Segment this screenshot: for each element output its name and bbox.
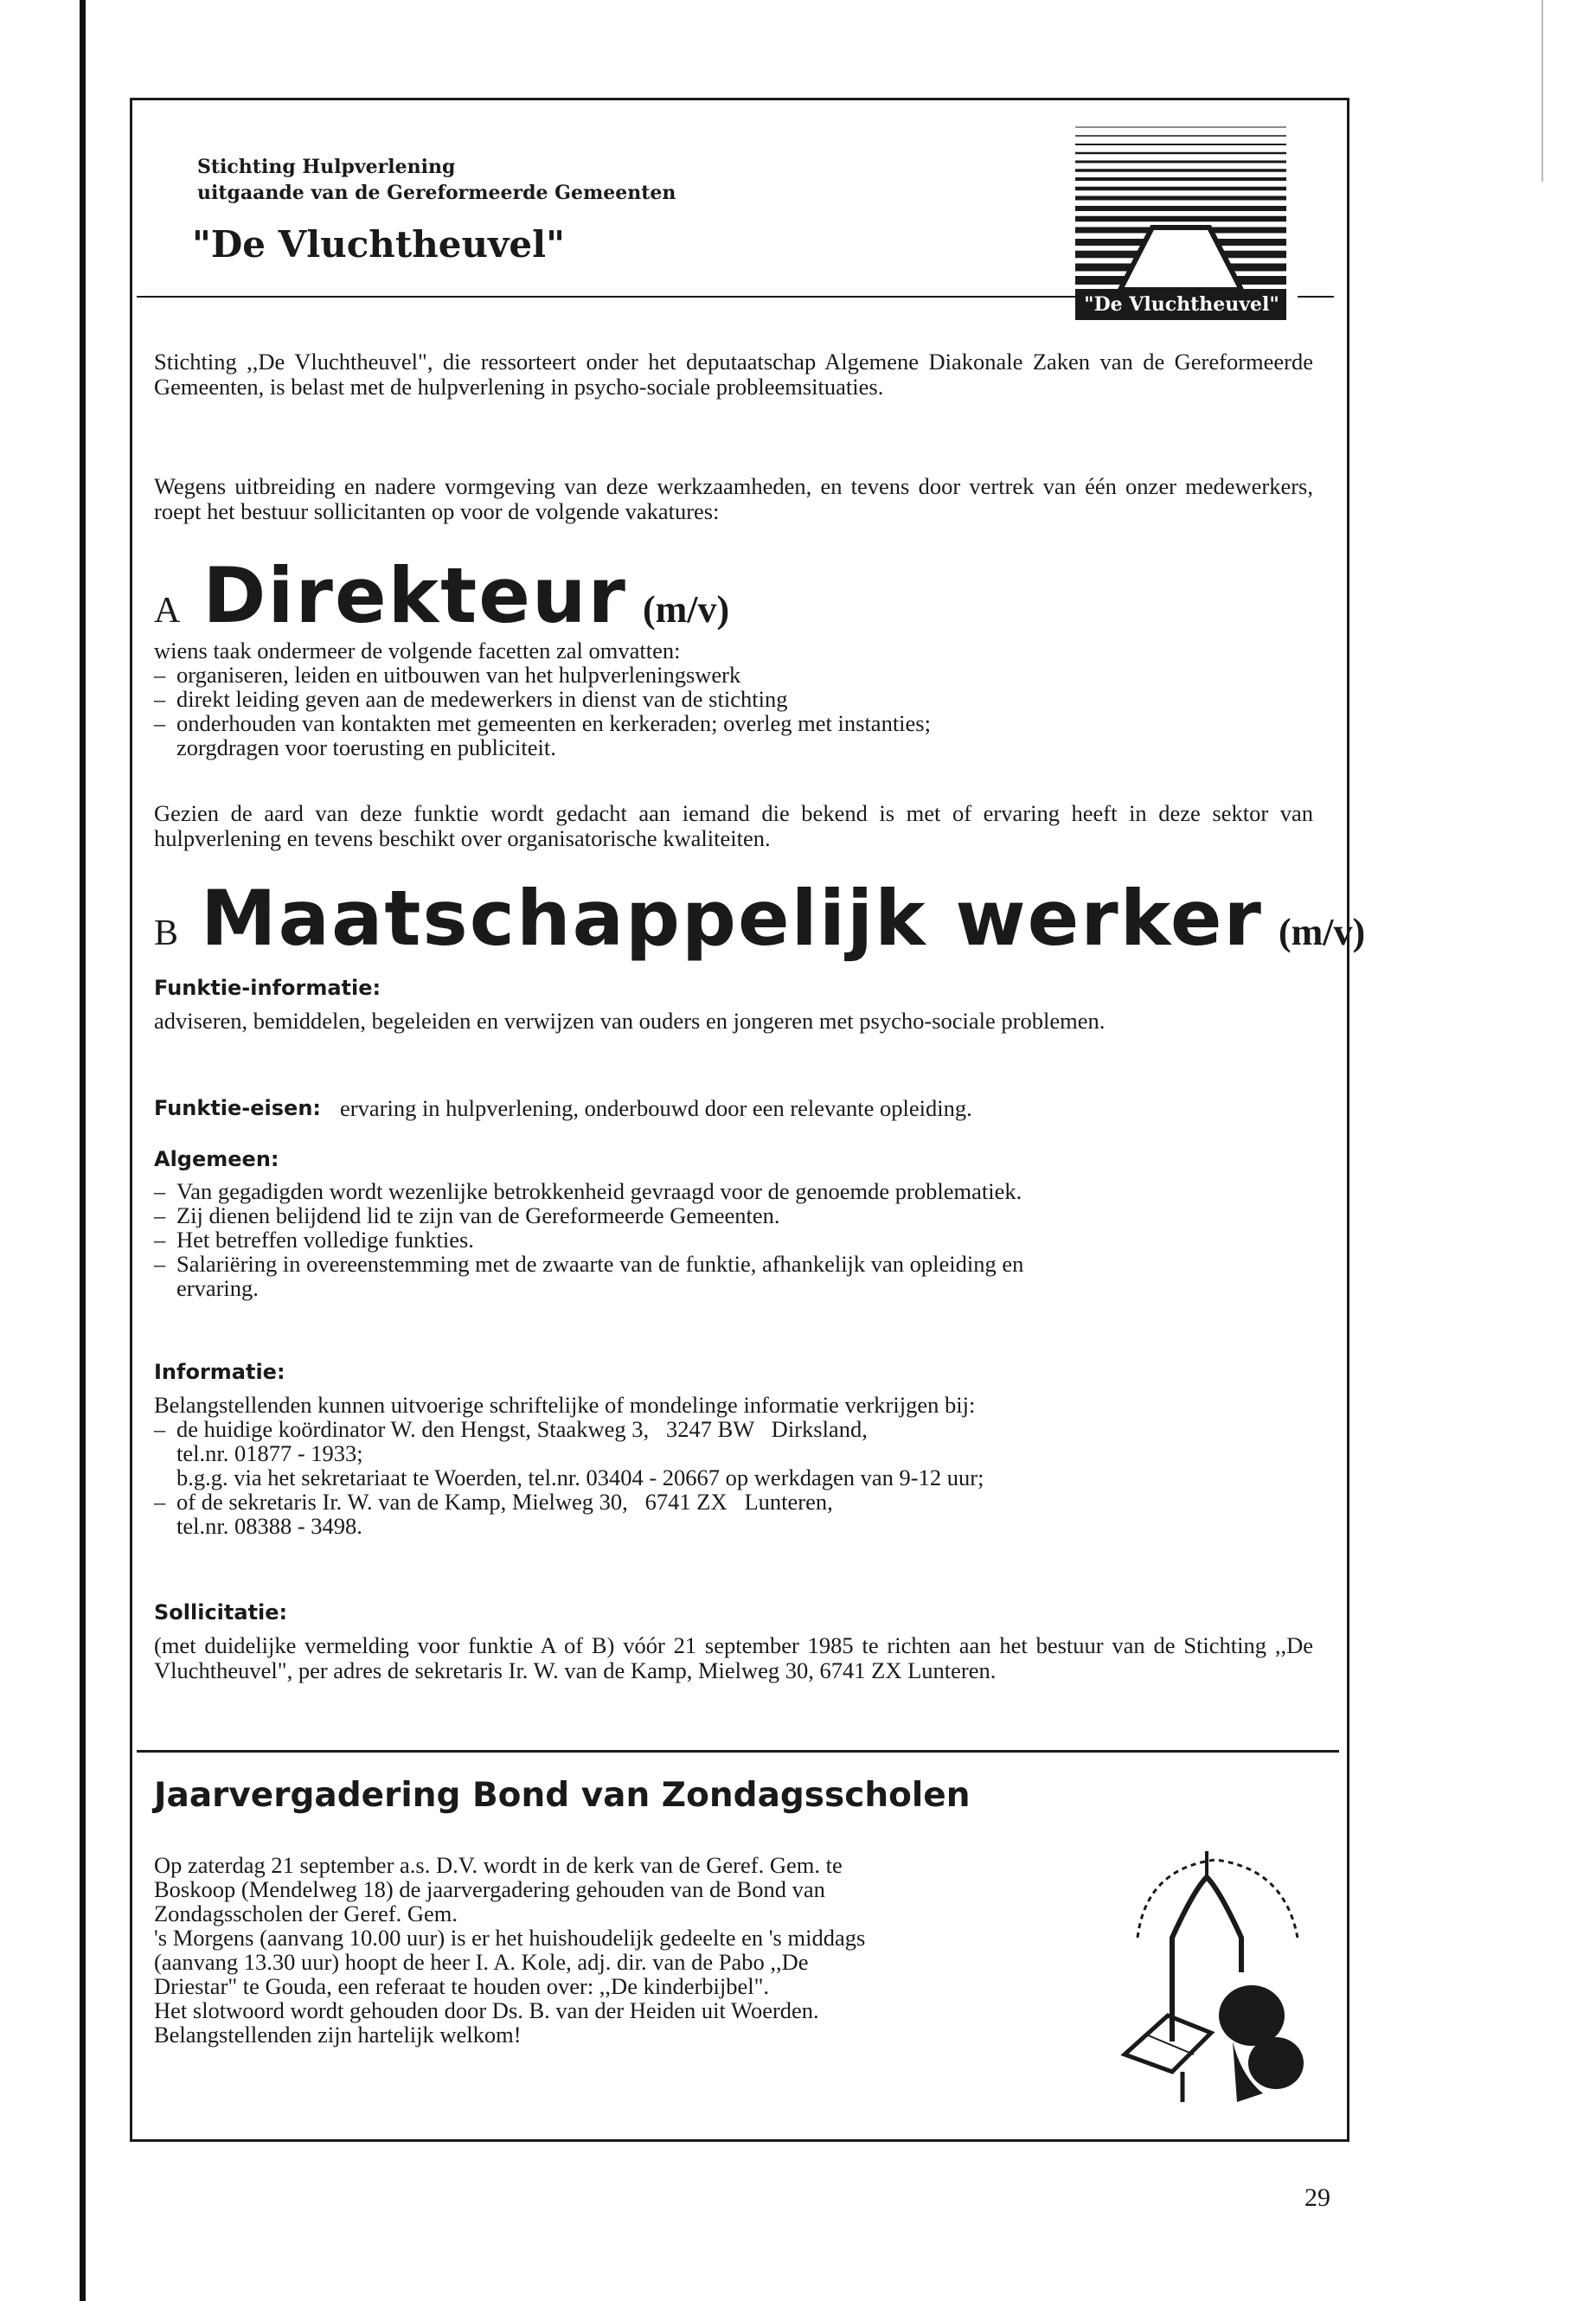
bond-text <box>154 1853 1080 2047</box>
section-divider <box>137 1750 1339 1753</box>
function-requirements <box>154 1096 1313 1120</box>
bond-line: Belangstellenden zijn hartelijk welkom! <box>154 2022 522 2048</box>
vacancy-a-tasks <box>154 638 1313 760</box>
vacancy-a-heading <box>154 551 729 640</box>
vacancy-b-letter: B <box>154 913 179 953</box>
bond-line: Boskoop (Mendelweg 18) de jaarvergadering gehouden van de Bond van <box>154 1876 825 1902</box>
list-item: – Zij dienen belijdend lid te zijn van de Gereformeerde Gemeenten. <box>154 1202 780 1228</box>
vacancy-a-letter: A <box>154 591 181 631</box>
zondagsscholen-emblem <box>1112 1843 1324 2111</box>
list-item-text: de huidige koördinator W. den Hengst, Staakweg 3, 3247 BW Dirksland, <box>176 1416 868 1442</box>
list-item-continuation: tel.nr. 01877 - 1933; <box>176 1440 363 1466</box>
list-item: – of de sekretaris Ir. W. van de Kamp, Mielweg 30, 6741 ZX Lunteren, <box>154 1489 833 1515</box>
emblem-arc <box>1138 1860 1298 1938</box>
bond-line: 's Morgens (aanvang 10.00 uur) is er het huishoudelijk gedeelte en 's middags <box>154 1925 866 1951</box>
list-item-text: of de sekretaris Ir. W. van de Kamp, Mielweg 30, 6741 ZX Lunteren, <box>176 1489 833 1515</box>
application-heading: Sollicitatie: <box>154 1600 288 1625</box>
intro-paragraph-2: Wegens uitbreiding en nadere vormgeving van deze werkzaamheden, en tevens door vertrek van één onzer medewerkers, roept het bestuur sollicitanten op voor de volgende vakatures: <box>154 473 1313 524</box>
information-heading: Informatie: <box>154 1360 285 1384</box>
list-item: – Van gegadigden wordt wezenlijke betrokkenheid gevraagd voor de genoemde problematiek. <box>154 1178 1022 1204</box>
list-item: – Het betreffen volledige funkties. <box>154 1227 474 1253</box>
list-item-continuation: b.g.g. via het sekretariaat te Woerden, tel.nr. 03404 - 20667 op werkdagen van 9-12 uur; <box>176 1465 984 1490</box>
logo-hill <box>1120 228 1241 290</box>
bond-line: (aanvang 13.30 uur) hoopt de heer I. A. Kole, adj. dir. van de Pabo ,,De <box>154 1949 809 1975</box>
vacancy-a-profile: Gezien de aard van deze funktie wordt gedacht aan iemand die bekend is met of ervaring heeft in deze sektor van hulpverlening en tevens beschikt over organisatorische kwaliteiten. <box>154 800 1313 851</box>
bond-line: Het slotwoord wordt gehouden door Ds. B. van der Heiden uit Woerden. <box>154 1997 819 2023</box>
information-lead: Belangstellenden kunnen uitvoerige schriftelijke of mondelinge informatie verkrijgen bij: <box>154 1392 976 1418</box>
information-list <box>154 1393 1313 1538</box>
bond-title: Jaarvergadering Bond van Zondagsscholen <box>154 1776 971 1815</box>
scan-edge <box>80 0 86 2301</box>
function-info-heading: Funktie-informatie: <box>154 976 381 1000</box>
list-item-text: Het betreffen volledige funkties. <box>176 1227 474 1253</box>
list-item-continuation: tel.nr. 08388 - 3498. <box>176 1513 362 1539</box>
intro-paragraph-1: Stichting ,,De Vluchtheuvel", die ressorteert onder het deputaatschap Algemene Diakonale Zaken van de Gereformeerde Gemeenten, is belast met de hulpverlening in psycho-sociale probleemsituaties. <box>154 349 1313 400</box>
list-item: – organiseren, leiden en uitbouwen van het hulpverleningswerk <box>154 662 741 688</box>
header-title: "De Vluchtheuvel" <box>192 223 565 266</box>
general-list <box>154 1179 1313 1300</box>
list-item-text: Van gegadigden wordt wezenlijke betrokkenheid gevraagd voor de genoemde problematiek. <box>176 1178 1022 1204</box>
vacancy-b-gender: (m/v) <box>1278 911 1366 953</box>
application-text: (met duidelijke vermelding voor funktie A of B) vóór 21 september 1985 te richten aan het bestuur van de Stichting ,,De Vluchtheuvel", per adres de sekretaris Ir. W. van de Kamp, Mielweg 30, 6741 ZX Lunteren. <box>154 1632 1313 1683</box>
header-rule-right <box>1298 296 1334 298</box>
org-line-1: Stichting Hulpverlening <box>197 156 456 178</box>
list-item: – Salariëring in overeenstemming met de zwaarte van de funktie, afhankelijk van opleiding en <box>154 1251 1024 1277</box>
general-heading: Algemeen: <box>154 1147 279 1171</box>
vacancy-a-gender: (m/v) <box>642 588 730 631</box>
emblem-child-head <box>1219 1985 1285 2046</box>
vacancy-b-heading <box>154 874 1365 963</box>
function-requirements-text: ervaring in hulpverlening, onderbouwd door een relevante opleiding. <box>340 1095 972 1121</box>
organization-name <box>197 154 676 206</box>
list-item-text: Salariëring in overeenstemming met de zwaarte van de funktie, afhankelijk van opleiding en <box>176 1251 1024 1277</box>
vacancy-b-title: Maatschappelijk werker <box>201 874 1263 963</box>
header-rule <box>137 296 1078 298</box>
list-item-continuation: ervaring. <box>176 1275 259 1301</box>
bond-line: Driestar" te Gouda, een referaat te houden over: ,,De kinderbijbel". <box>154 1973 770 1999</box>
list-item-text: Zij dienen belijdend lid te zijn van de Gereformeerde Gemeenten. <box>176 1202 780 1228</box>
list-item: – direkt leiding geven aan de medewerkers in dienst van de stichting <box>154 686 788 712</box>
list-item-text: organiseren, leiden en uitbouwen van het hulpverleningswerk <box>176 662 741 688</box>
emblem-child-head-2 <box>1248 2037 1304 2089</box>
function-info-text: adviseren, bemiddelen, begeleiden en verwijzen van ouders en jongeren met psycho-sociale problemen. <box>154 1008 1106 1034</box>
page-number: 29 <box>1304 2183 1330 2212</box>
bond-line: Op zaterdag 21 september a.s. D.V. wordt in de kerk van de Geref. Gem. te <box>154 1852 843 1878</box>
list-item-text: direkt leiding geven aan de medewerkers in dienst van de stichting <box>176 686 788 712</box>
scan-edge-right <box>1542 0 1543 182</box>
list-item: – onderhouden van kontakten met gemeenten en kerkeraden; overleg met instanties; <box>154 710 931 736</box>
list-item-text: onderhouden van kontakten met gemeenten en kerkeraden; overleg met instanties; <box>176 710 931 736</box>
vacancy-a-title: Direkteur <box>202 551 627 640</box>
function-requirements-heading: Funktie-eisen: <box>154 1096 322 1120</box>
logo-text: "De Vluchtheuvel" <box>1084 293 1279 316</box>
org-line-2: uitgaande van de Gereformeerde Gemeenten <box>197 182 676 204</box>
vacancy-a-lead: wiens taak ondermeer de volgende facetten zal omvatten: <box>154 638 681 663</box>
bond-line: Zondagsscholen der Geref. Gem. <box>154 1900 458 1926</box>
list-item-continuation: zorgdragen voor toerusting en publiciteit. <box>176 734 556 760</box>
list-item: – de huidige koördinator W. den Hengst, Staakweg 3, 3247 BW Dirksland, <box>154 1416 868 1442</box>
